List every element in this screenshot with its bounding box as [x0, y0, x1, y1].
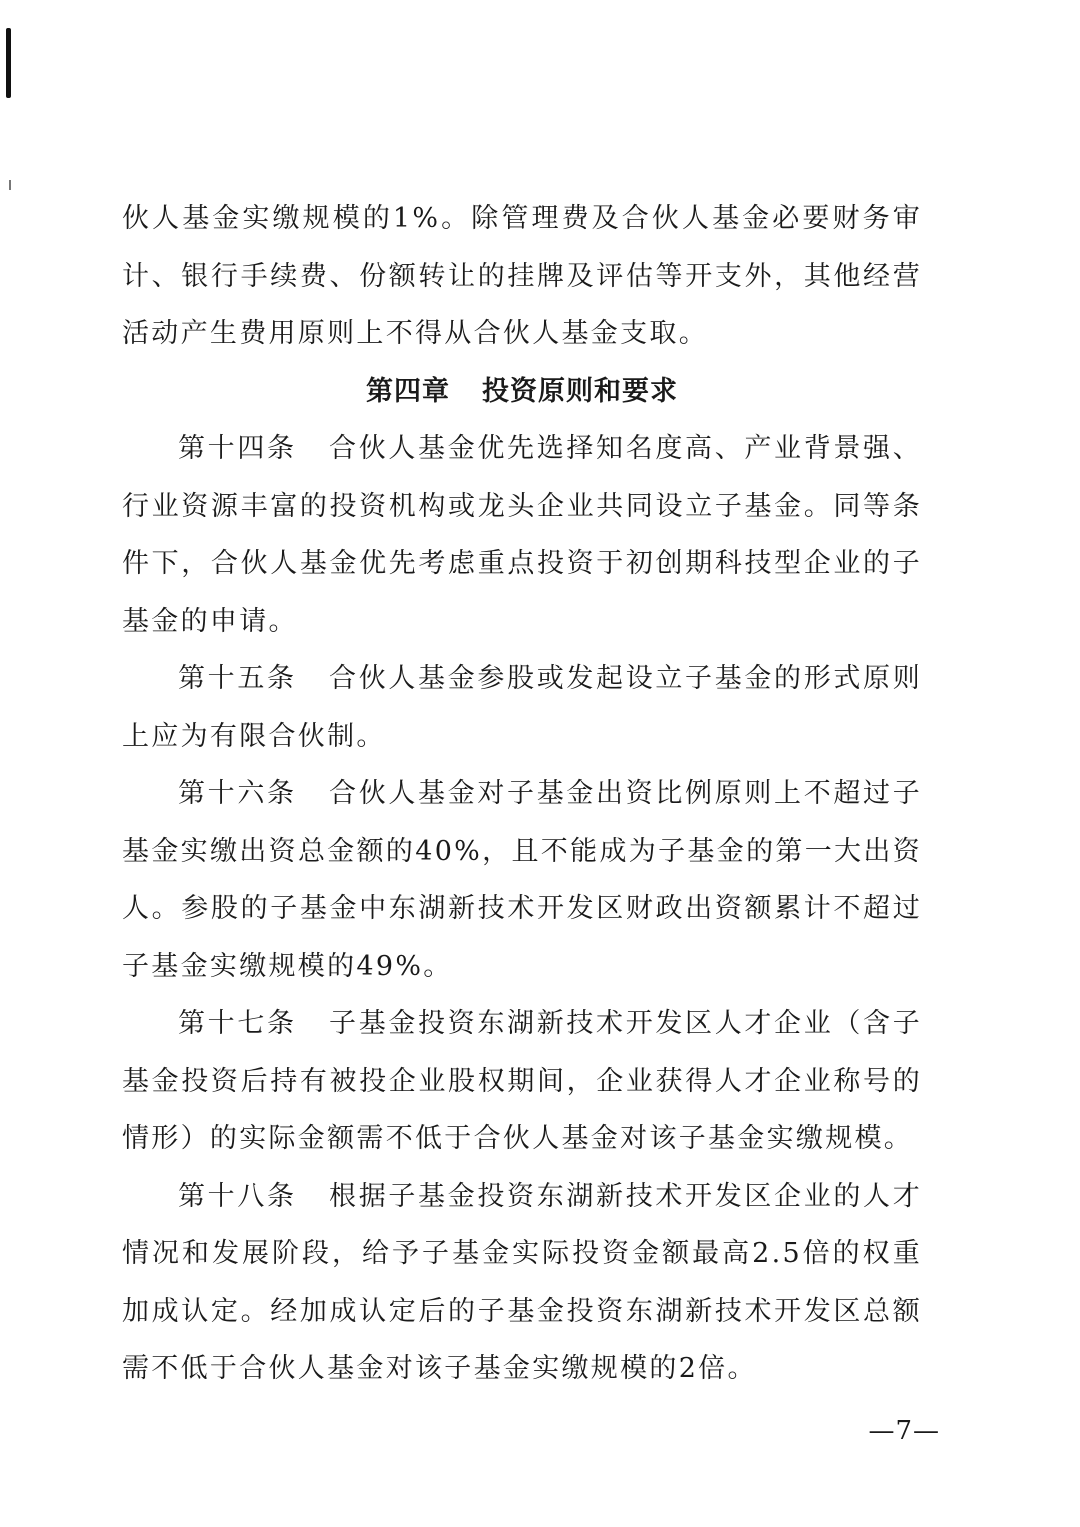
article-14	[122, 420, 922, 650]
article-text: 根据子基金投资东湖新技术开发区企业的人才情况和发展阶段，给予子基金实际投资金额最高2.5倍的权重加成认定。经加成认定后的子基金投资东湖新技术开发区总额需不低于合伙人基金对该子基金实缴规模的2倍。	[122, 1180, 923, 1384]
chapter-number: 第四章	[366, 375, 450, 407]
document-body	[122, 190, 922, 1398]
article-label: 第十四条	[178, 433, 297, 464]
article-15	[122, 650, 922, 765]
article-text: 合伙人基金优先选择知名度高、产业背景强、行业资源丰富的投资机构或龙头企业共同设立子基金。同等条件下，合伙人基金优先考虑重点投资于初创期科技型企业的子基金的申请。	[122, 433, 923, 637]
article-text: 子基金投资东湖新技术开发区人才企业（含子基金投资后持有被投企业股权期间，企业获得人才企业称号的情形）的实际金额需不低于合伙人基金对该子基金实缴规模。	[122, 1008, 923, 1154]
continuation-paragraph: 伙人基金实缴规模的1%。除管理费及合伙人基金必要财务审计、银行手续费、份额转让的挂牌及评估等开支外，其他经营活动产生费用原则上不得从合伙人基金支取。	[122, 203, 922, 349]
article-text: 合伙人基金对子基金出资比例原则上不超过子基金实缴出资总金额的40%，且不能成为子基金的第一大出资人。参股的子基金中东湖新技术开发区财政出资额累计不超过子基金实缴规模的49%。	[122, 778, 923, 982]
article-text: 合伙人基金参股或发起设立子基金的形式原则上应为有限合伙制。	[122, 663, 923, 752]
chapter-heading	[122, 363, 922, 421]
scan-edge-mark	[6, 28, 11, 98]
scan-dot	[9, 180, 11, 190]
article-label: 第十六条	[178, 778, 297, 809]
article-16	[122, 765, 922, 995]
article-17	[122, 995, 922, 1168]
article-18	[122, 1168, 922, 1398]
chapter-title: 投资原则和要求	[482, 375, 678, 407]
article-label: 第十七条	[178, 1008, 297, 1039]
page-number: —7—	[868, 1416, 940, 1446]
article-label: 第十八条	[178, 1180, 297, 1212]
article-label: 第十五条	[178, 663, 297, 694]
